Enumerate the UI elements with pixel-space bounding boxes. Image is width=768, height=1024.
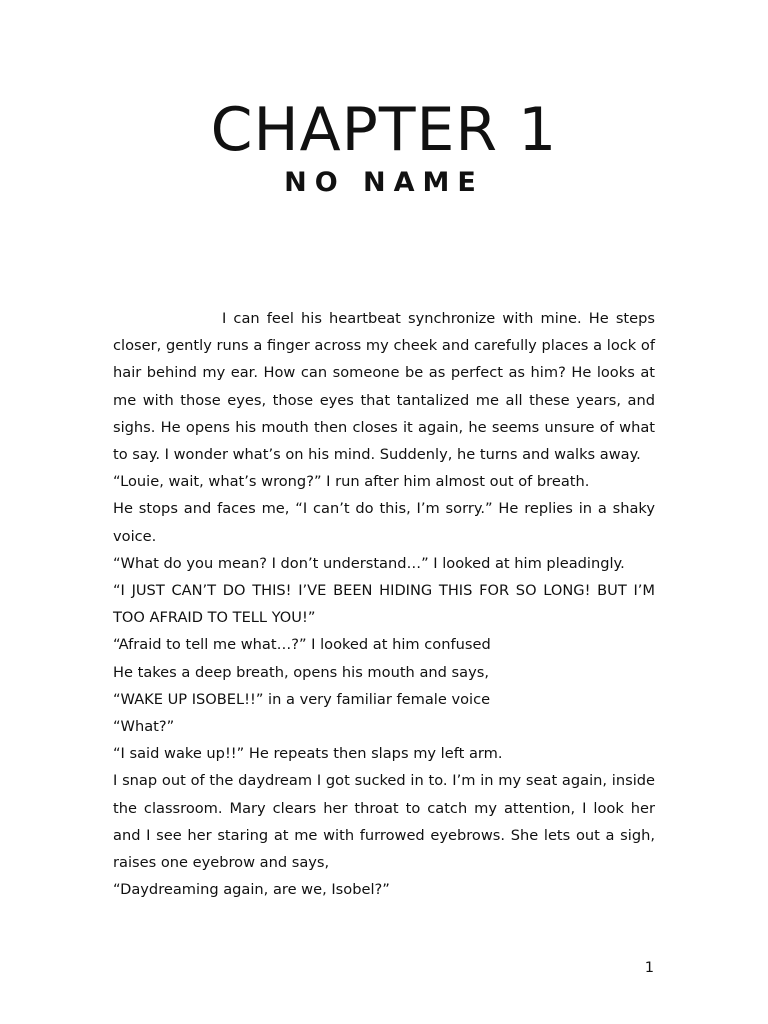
paragraph: “WAKE UP ISOBEL!!” in a very familiar female voice	[113, 690, 491, 708]
paragraph: “Daydreaming again, are we, Isobel?”	[113, 881, 390, 899]
paragraph: “What do you mean? I don’t understand…” I looked at him pleadingly.	[113, 554, 625, 572]
chapter-title: CHAPTER 1	[210, 95, 558, 165]
paragraph: I can feel his heartbeat synchronize with mine. He steps closer, gently runs a finger across my cheek and carefully places a lock of hair behind my ear. How can someone be as perfect as him? He looks at me with those eyes, those eyes that tantalized me all these years, and sighs. He opens his mouth then closes it again, he seems unsure of what to say. I wonder what’s on his mind. Suddenly, he turns and walks away.	[113, 310, 655, 464]
paragraph: “Louie, wait, what’s wrong?” I run after him almost out of breath.	[113, 473, 590, 491]
chapter-subtitle: NO NAME	[284, 167, 484, 198]
paragraph: “I JUST CAN’T DO THIS! I’VE BEEN HIDING THIS FOR SO LONG! BUT I’M TOO AFRAID TO TELL YOU!”	[113, 582, 655, 627]
paragraph: He stops and faces me, “I can’t do this, I’m sorry.” He replies in a shaky voice.	[113, 500, 655, 545]
paragraph: “Afraid to tell me what…?” I looked at him confused	[113, 636, 491, 654]
paragraph: I snap out of the daydream I got sucked in to. I’m in my seat again, inside the classroom. Mary clears her throat to catch my attention, I look her and I see her staring at me with furrowed eyebrows. She lets out a sigh, raises one eyebrow and says,	[113, 772, 655, 872]
paragraph: “I said wake up!!” He repeats then slaps my left arm.	[113, 745, 503, 763]
chapter-body	[113, 305, 655, 903]
paragraph: He takes a deep breath, opens his mouth and says,	[113, 663, 489, 681]
page-number: 1	[644, 959, 654, 976]
paragraph: “What?”	[113, 718, 175, 736]
